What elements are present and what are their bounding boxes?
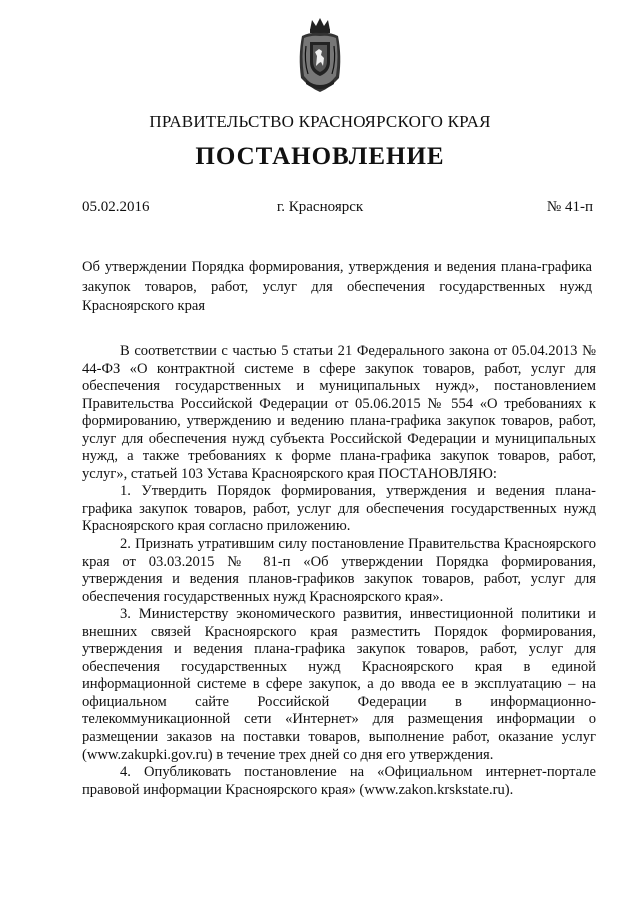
document-number: № 41-п <box>546 199 593 215</box>
clause-1: 1. Утвердить Порядок формирования, утверждения и ведения плана-графика закупок товаров, работ, услуг для обеспечения государственных нужд Красноярского края согласно приложению. <box>82 483 596 535</box>
clause-2: 2. Признать утратившим силу постановление Правительства Красноярского края от 03.03.2015 № 81-п «Об утверждении Порядка формирования, утверждения и ведения планов-графиков закупок товаров, работ, услуг для обеспечения государственных нужд Красноярского края». <box>82 536 596 605</box>
document-type-title: ПОСТАНОВЛЕНИЕ <box>195 143 445 170</box>
document-date: 05.02.2016 <box>82 199 150 215</box>
government-name: ПРАВИТЕЛЬСТВО КРАСНОЯРСКОГО КРАЯ <box>149 112 491 131</box>
document-body <box>82 343 596 799</box>
document-subject: Об утверждении Порядка формирования, утверждения и ведения плана-графика закупок товаров, работ, услуг для обеспечения государственных нужд Красноярского края <box>82 259 592 315</box>
coat-of-arms-icon <box>296 16 344 96</box>
clause-4: 4. Опубликовать постановление на «Официальном интернет-портале правовой информации Красноярского края» (www.zakon.krskstate.ru). <box>82 764 596 798</box>
document-city: г. Красноярск <box>276 199 364 215</box>
preamble-paragraph: В соответствии с частью 5 статьи 21 Федерального закона от 05.04.2013 № 44-ФЗ «О контрактной системе в сфере закупок товаров, работ, услуг для обеспечения государственных и муниципальных нужд», постановлением Правительства Российской Федерации от 05.06.2015 № 554 «О требованиях к формированию, утверждению и ведению плана-графика закупок товаров, работ, услуг для обеспечения нужд субъекта Российской Федерации и муниципальных нужд, а также требованиях к форме плана-графика закупок товаров, работ, услуг», статьей 103 Устава Красноярского края ПОСТАНОВЛЯЮ: <box>82 343 596 482</box>
clause-3: 3. Министерству экономического развития, инвестиционной политики и внешних связей Красноярского края разместить Порядок формирования, утверждения и ведения плана-графика закупок товаров, работ, услуг для обеспечения государственных нужд Красноярского края в единой информационной системе в сфере закупок, а до ввода ее в эксплуатацию – на официальном сайте Российской Федерации в информационно-телекоммуникационной сети «Интернет» для размещения информации о размещении заказов на поставки товаров, выполнение работ, оказание услуг (www.zakupki.gov.ru) в течение трех дней со дня его утверждения. <box>82 606 596 763</box>
